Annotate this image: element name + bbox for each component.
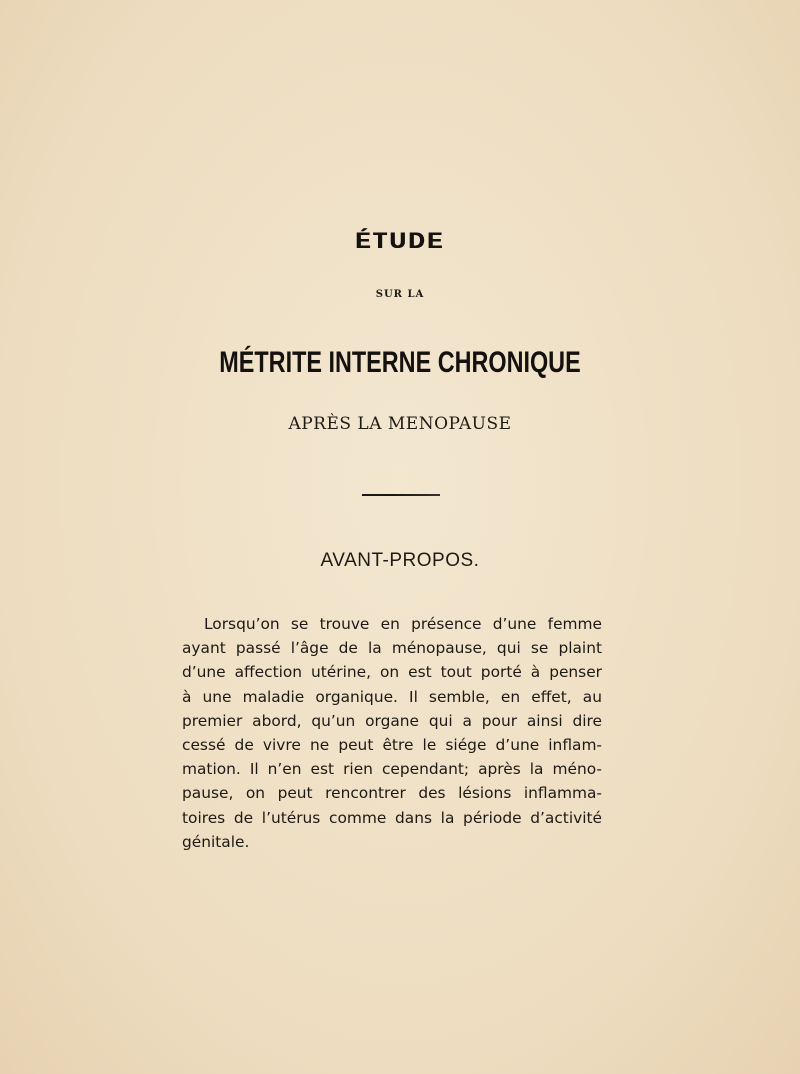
- paragraph-line: toires de l’utérus comme dans la période d’activité: [182, 808, 602, 827]
- paragraph-line: Lorsqu’on se trouve en présence d’une femme: [204, 615, 602, 633]
- sur-la-label: SUR LA: [375, 289, 425, 300]
- paragraph-line: premier abord, qu’un organe qui a pour ainsi dire: [182, 711, 602, 730]
- body-paragraph: [182, 612, 602, 854]
- subtitle: APRÈS LA MENOPAUSE: [288, 414, 512, 434]
- paragraph-line: cessé de vivre ne peut être le siége d’une inflam-: [182, 735, 602, 754]
- paragraph-line: mation. Il n’en est rien cependant; après la méno-: [182, 760, 602, 779]
- divider-rule: [362, 494, 440, 496]
- etude-heading: ÉTUDE: [355, 228, 445, 253]
- paragraph-line: pause, on peut rencontrer des lésions inflamma-: [182, 784, 602, 803]
- section-heading: AVANT-PROPOS.: [320, 550, 480, 571]
- main-title: MÉTRITE INTERNE CHRONIQUE: [219, 346, 581, 379]
- paragraph-line: ayant passé l’âge de la ménopause, qui se plaint: [182, 639, 602, 658]
- paragraph-line: à une maladie organique. Il semble, en effet, au: [182, 687, 602, 706]
- paragraph-line: génitale.: [182, 832, 250, 851]
- paragraph-line: d’une affection utérine, on est tout porté à penser: [182, 663, 602, 682]
